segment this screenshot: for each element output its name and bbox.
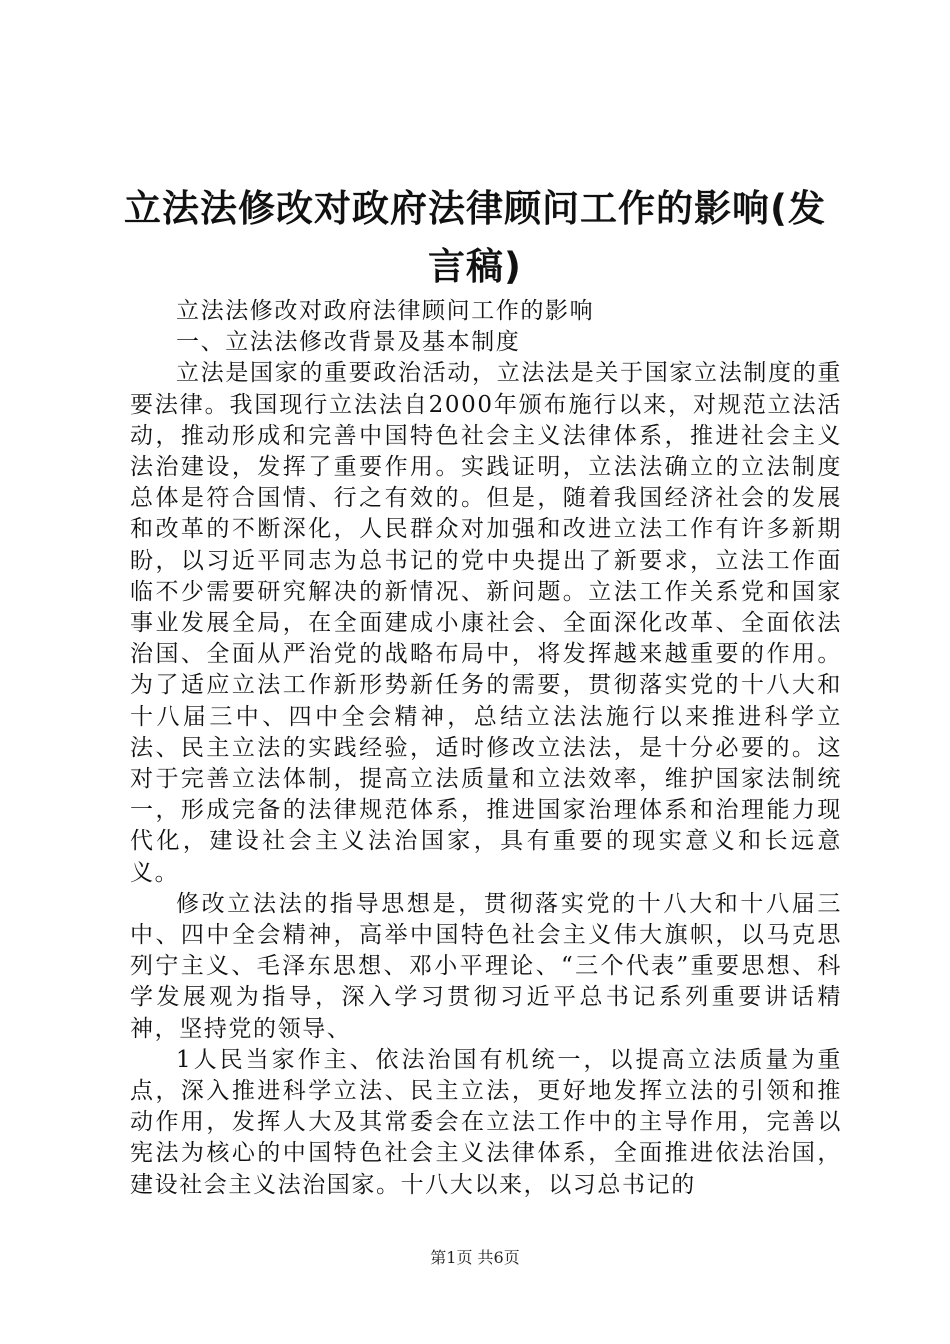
paragraph-subtitle: 立法法修改对政府法律顾问工作的影响 <box>176 298 595 324</box>
page-footer: 第1页 共6页 <box>430 1248 520 1267</box>
paragraph-body: 1人民当家作主、依法治国有机统一，以提高立法质量为重点，深入推进科学立法、民主立法，更好地发挥立法的引领和推动作用，发挥人大及其常委会在立法工作中的主导作用，完善以宪法为核心的中国特色社会主义法律体系，全面推进依法治国，建设社会主义法治国家。十八大以来，以习总书记的 <box>130 1046 842 1198</box>
paragraph-section-heading: 一、立法法修改背景及基本制度 <box>176 329 521 356</box>
paragraph-body: 立法是国家的重要政治活动，立法法是关于国家立法制度的重要法律。我国现行立法法自2000年颁布施行以来，对规范立法活动，推动形成和完善中国特色社会主义法律体系，推进社会主义法治建设，发挥了重要作用。实践证明，立法法确立的立法制度总体是符合国情、行之有效的。但是，随着我国经济社会的发展和改革的不断深化，人民群众对加强和改进立法工作有许多新期盼，以习近平同志为总书记的党中央提出了新要求，立法工作面临不少需要研究解决的新情况、新问题。立法工作关系党和国家事业发展全局，在全面建成小康社会、全面深化改革、全面依法治国、全面从严治党的战略布局中，将发挥越来越重要的作用。为了适应立法工作新形势新任务的需要，贯彻落实党的十八大和十八届三中、四中全会精神，总结立法法施行以来推进科学立法、民主立法的实践经验，适时修改立法法，是十分必要的。这对于完善立法体制，提高立法质量和立法效率，维护国家法制统一，形成完备的法律规范体系，推进国家治理体系和治理能力现代化，建设社会主义法治国家，具有重要的现实意义和长远意义。 <box>130 360 842 886</box>
document-body <box>130 296 842 1201</box>
paragraph-body: 修改立法法的指导思想是，贯彻落实党的十八大和十八届三中、四中全会精神，高举中国特色社会主义伟大旗帜，以马克思列宁主义、毛泽东思想、邓小平理论、“三个代表”重要思想、科学发展观为指导，深入学习贯彻习近平总书记系列重要讲话精神，坚持党的领导、 <box>130 890 842 1042</box>
document-title: 立法法修改对政府法律顾问工作的影响(发言稿) <box>124 187 826 288</box>
